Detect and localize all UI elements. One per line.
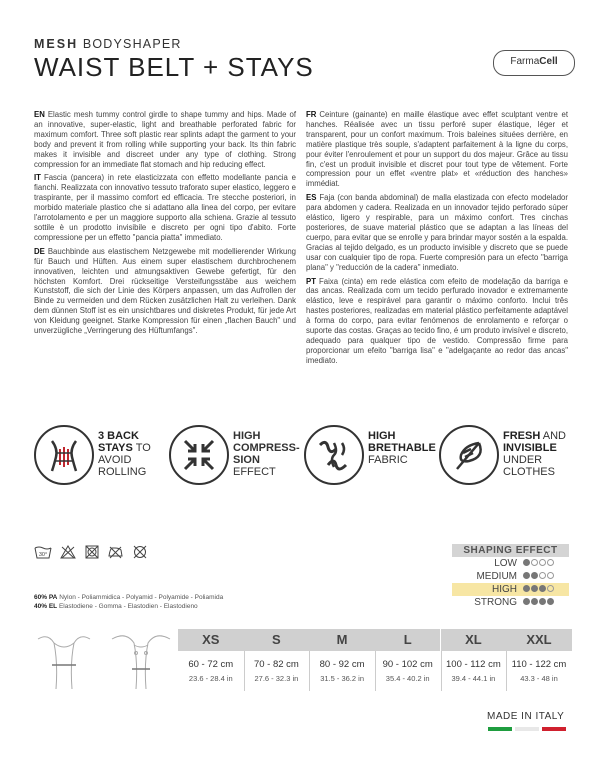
back-stays-icon — [34, 425, 94, 485]
description-it: IT Fascia (pancera) in rete elasticizzata con effetto modellante pancia e fianchi. Realizzata con innovativo tessuto traforato super elastico, leggero e traspirante, per il massimo comfort ed efficacia. Tre stecche posteriori, in morbido materiale plastico che si adattano alla linea del corpo, per evitare l'arrotolamento e per un maggiore supporto alla schiena. Grazie al tessuto sottile è un prodotto invisibile e discreto per ogni tipo d'abito. Forte compressione per un effetto "pancia piatta" immediato. — [34, 173, 296, 242]
size-column: XL 100 - 112 cm 39.4 - 44.1 in — [441, 629, 507, 691]
filled-dot — [539, 598, 546, 605]
torso-illustration — [34, 629, 174, 691]
breathable-fabric-icon — [304, 425, 364, 485]
shaping-level-low: LOW — [452, 557, 569, 570]
filled-dot — [523, 598, 530, 605]
filled-dot — [523, 559, 530, 566]
compression-arrows-icon — [169, 425, 229, 485]
composition: 60% PA Nylon - Poliammidica - Polyamid - Polyamide - Poliamida 40% EL Elastodiene - Gomma - Elastodien - Elastodieno — [34, 594, 224, 610]
no-bleach-icon — [60, 545, 76, 564]
shaping-effect-title: SHAPING EFFECT — [452, 544, 569, 557]
shaping-level-strong: STRONG — [452, 596, 569, 609]
feature-invisible — [439, 425, 579, 495]
description-column-left — [34, 110, 296, 340]
filled-dot — [523, 585, 530, 592]
size-column: M 80 - 92 cm 31.5 - 36.2 in — [309, 629, 375, 691]
svg-text:30°: 30° — [38, 552, 48, 558]
filled-dot — [547, 598, 554, 605]
no-tumble-dry-icon — [85, 545, 99, 564]
size-column: S 70 - 82 cm 27.6 - 32.3 in — [244, 629, 310, 691]
description-fr: FR Ceinture (gainante) en maille élastique avec effet sculptant ventre et hanches. Réalisée avec un tissu perforé super élastique, léger et transparent, pour un confort maximum. Trois baleines situées derrière, en matière plastique très souple, s'adaptent parfaitement à la ligne du corps, pour éviter l'enroulement et pour un support du dos majeur. Grâce au tissu fin, c'est un produit invisible et discret pour tout type de vêtement. Forte compression pour un effet «ventre plat» et «réduction des hanches» immédiat. — [306, 110, 568, 189]
product-line — [34, 37, 182, 51]
empty-dot — [531, 559, 538, 566]
no-dry-clean-icon — [133, 545, 147, 564]
shaping-effect-table — [452, 544, 569, 609]
feature-breathable — [304, 425, 444, 495]
kicker-bold: MESH — [34, 37, 79, 51]
size-column: XXL 110 - 122 cm 43.3 - 48 in — [506, 629, 572, 691]
farmacell-logo: FarmaCell — [493, 50, 575, 76]
size-column: XS 60 - 72 cm 23.6 - 28.4 in — [178, 629, 244, 691]
description-en: EN Elastic mesh tummy control girdle to shape tummy and hips. Made of an innovative, super-elastic, light and breathable perforated fabric for maximum comfort. Three soft plastic rear splints adapt the garment to your body and prevent it from rolling while supporting your back. Its thin fabric makes it invisible and discreet under any type of clothing. Strong compression for an immediate flat stomach and hip reducing effect. — [34, 110, 296, 169]
description-pt: PT Faixa (cinta) em rede elástica com efeito de modelação da barriga e das ancas. Realizada com um tecido perfurado inovador e extremamente elástico, leve e respirável para garantir o máximo conforto. Inclui três hastes posteriores, realizadas em material plástico perfeitamente adaptável à forma do corpo, para evitar fenómenos de enrolamento e reforçar o suporte das costas. Graças ao tecido fino, é um produto invisível e discreto, adequado para qualquer tipo de vestido. Compressão firme para proporcionar um efeito "barriga lisa" e "adelgaçante ao redor das ancas" imediato. — [306, 276, 568, 365]
kicker-rest: BODYSHAPER — [82, 37, 182, 51]
filled-dot — [531, 598, 538, 605]
description-de: DE Bauchbinde aus elastischem Netzgewebe mit modellierender Wirkung für Bauch und Hüften. Aus einem super elastischem durchbrochenem innovativen, leichten und atmungsaktiven Gewebe gefertigt, für den höchsten Komfort. Drei rückseitige Versteifungsstäbe aus weichem Kunststoff, die sich der Linie des Körpers anpassen, um das Aufrollen der Binde zu vermeiden und dem Rücken zusätzlichen Halt zu verleihen. Dank dem dünnen Stoff ist es ein unsichtbares und diskretes Produkt, für jede Art von Kleidung geeignet. Starke Kompression für einen „flachen Bauch" und unverzügliche „Verringerung des Hüftumfangs". — [34, 246, 296, 336]
shaping-level-high: HIGH — [452, 583, 569, 596]
description-column-right — [306, 110, 568, 370]
feature-breathable-text: HIGH BRETHABLE FABRIC — [368, 430, 436, 466]
empty-dot — [539, 572, 546, 579]
empty-dot — [547, 585, 554, 592]
made-in-italy: MADE IN ITALY — [487, 711, 565, 722]
size-column: L 90 - 102 cm 35.4 - 40.2 in — [375, 629, 441, 691]
feature-compression — [169, 425, 309, 495]
empty-dot — [547, 559, 554, 566]
size-table — [178, 629, 572, 691]
product-title: WAIST BELT + STAYS — [34, 52, 314, 82]
shaping-level-medium: MEDIUM — [452, 570, 569, 583]
description-es: ES Faja (con banda abdominal) de malla elastizada con efecto modelador para abdomen y cadera. Realizada en un innovador tejido perforado súper elástico, ligero y respirable, para un máximo confort. Tres cinchas posteriores, de suave material plástico que se adaptan a las líneas del cuerpo, para evitar que se enrolle y para brindar mayor sostén a la espalda. Gracias al tejido delgado, es un producto invisible y discreto que se puede usar con cualquier tipo de ropa. Fuerte compresión para un efecto "barriga plana" y "reducción de la cadera" inmediato. — [306, 193, 568, 272]
empty-dot — [547, 572, 554, 579]
no-iron-icon — [107, 545, 124, 564]
feature-compression-text: HIGH COMPRESS- SION EFFECT — [233, 430, 300, 478]
empty-dot — [539, 559, 546, 566]
filled-dot — [531, 572, 538, 579]
feature-invisible-text: FRESH AND INVISIBLE UNDER CLOTHES — [503, 430, 566, 478]
feature-back-stays — [34, 425, 174, 495]
italian-flag-stripe — [488, 727, 566, 731]
filled-dot — [539, 585, 546, 592]
filled-dot — [531, 585, 538, 592]
feather-icon — [439, 425, 499, 485]
filled-dot — [523, 572, 530, 579]
wash-30-icon — [34, 545, 52, 564]
feature-back-stays-text: 3 BACK STAYS TO AVOID ROLLING — [98, 430, 151, 478]
care-symbols — [34, 545, 154, 563]
